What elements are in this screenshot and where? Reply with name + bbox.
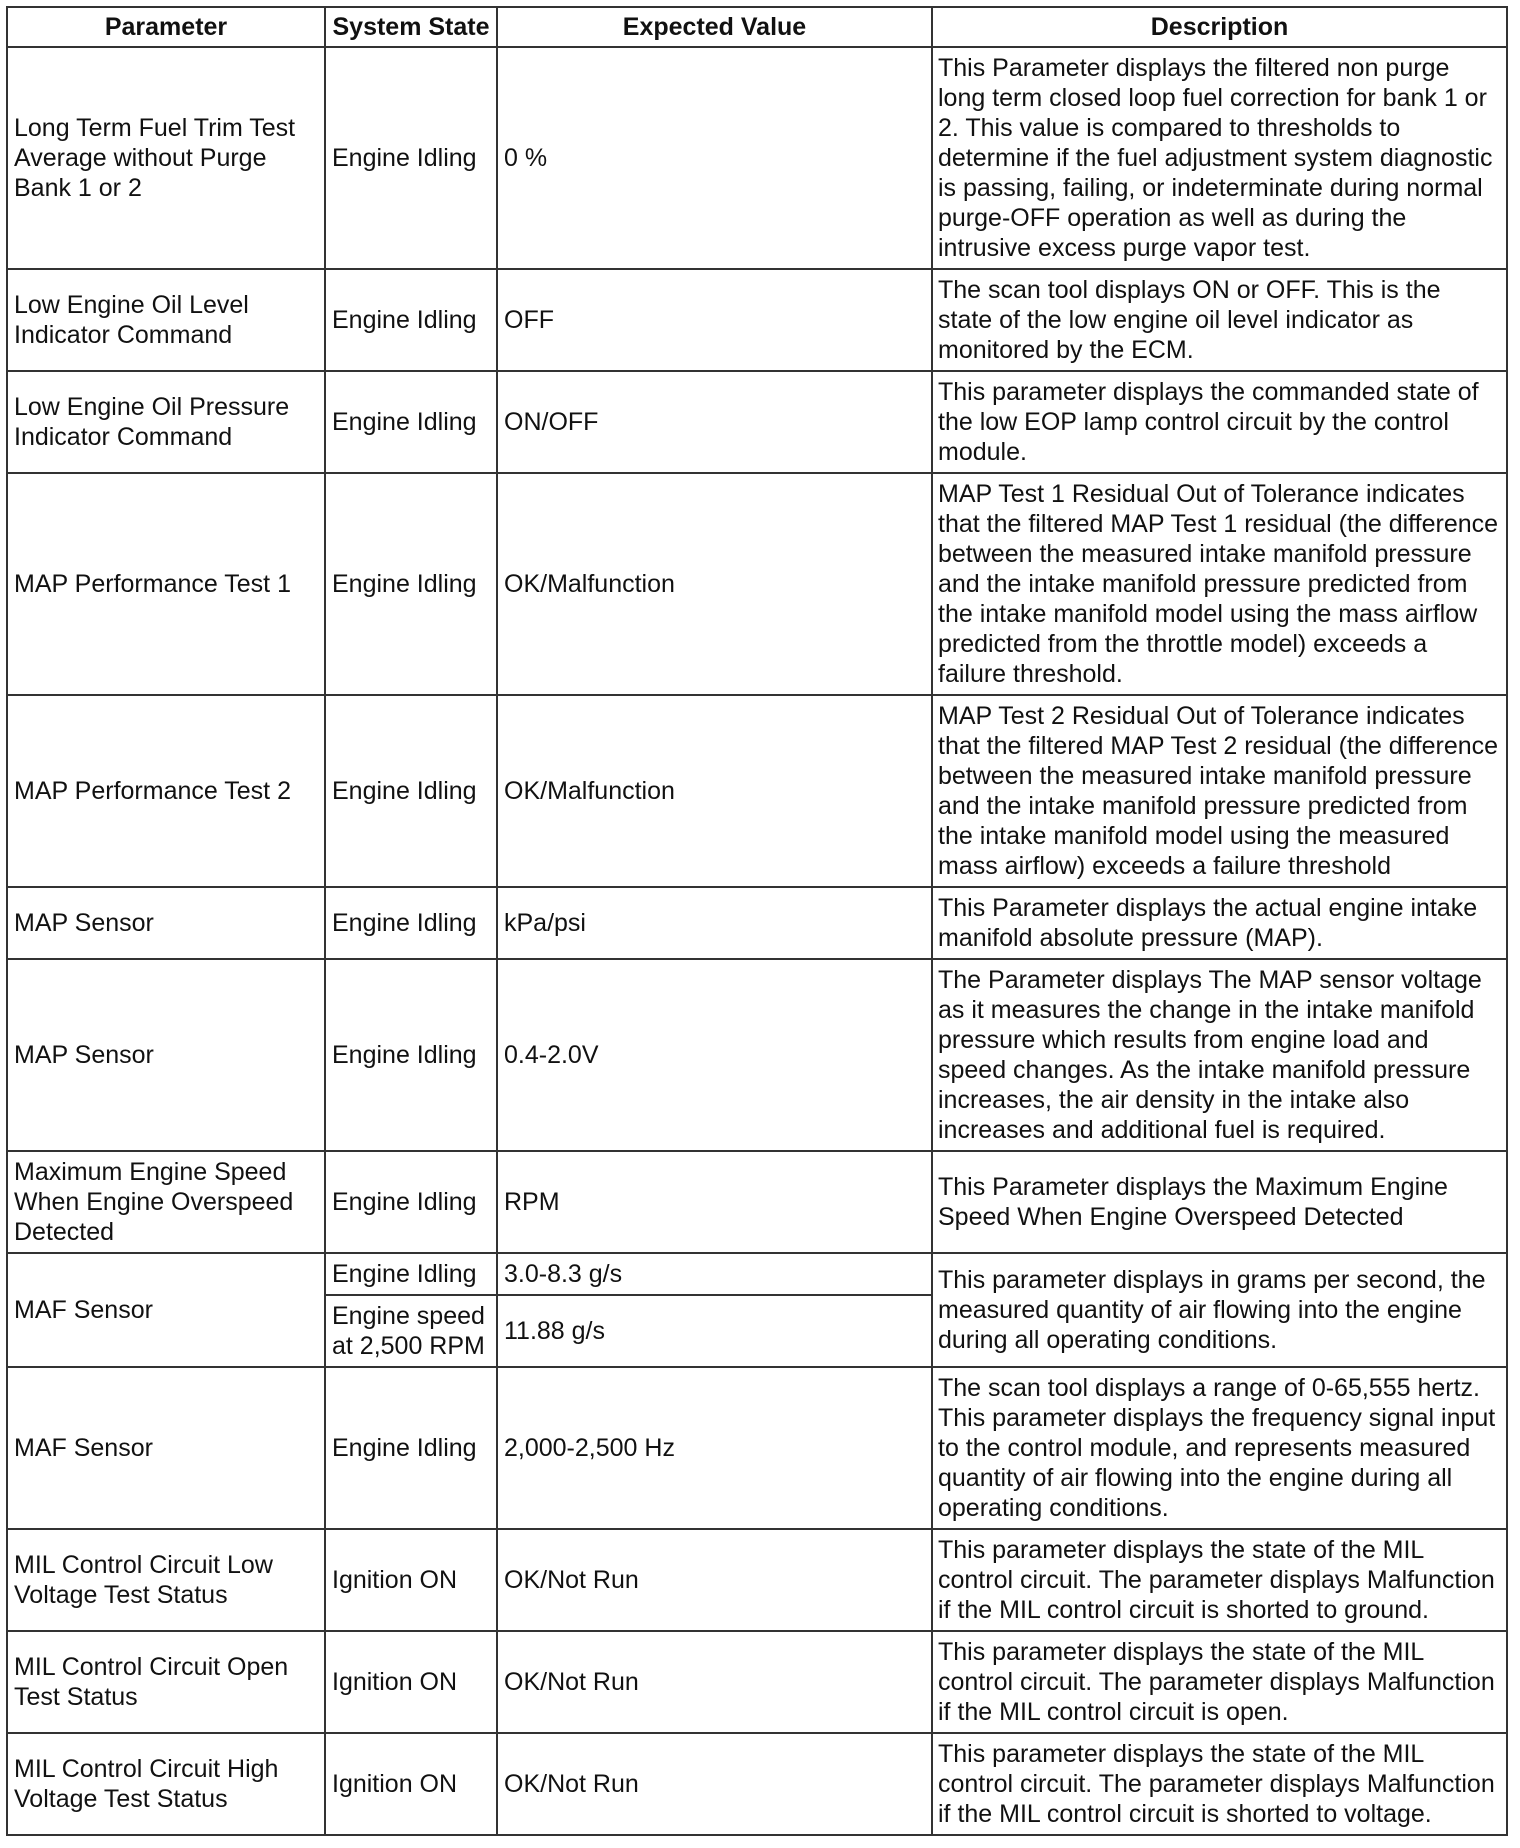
cell-parameter: MAP Sensor	[7, 887, 325, 959]
cell-parameter: Low Engine Oil Pressure Indicator Command	[7, 371, 325, 473]
cell-expected-value: ON/OFF	[497, 371, 932, 473]
cell-system-state: Engine Idling	[325, 473, 497, 695]
header-row	[7, 7, 1507, 47]
cell-parameter: MAP Performance Test 2	[7, 695, 325, 887]
cell-description: This Parameter displays the actual engine intake manifold absolute pressure (MAP).	[932, 887, 1507, 959]
cell-expected-value: 2,000-2,500 Hz	[497, 1367, 932, 1529]
cell-description: The Parameter displays The MAP sensor voltage as it measures the change in the intake manifold pressure which results from engine load and speed changes. As the intake manifold pressure increases, the air density in the intake also increases and additional fuel is required.	[932, 959, 1507, 1151]
cell-parameter: Maximum Engine Speed When Engine Overspeed Detected	[7, 1151, 325, 1253]
cell-system-state: Ignition ON	[325, 1529, 497, 1631]
table-row	[7, 473, 1507, 695]
cell-system-state: Engine Idling	[325, 959, 497, 1151]
cell-system-state: Ignition ON	[325, 1631, 497, 1733]
cell-system-state: Engine Idling	[325, 47, 497, 269]
cell-expected-value: kPa/psi	[497, 887, 932, 959]
cell-description: MAP Test 2 Residual Out of Tolerance indicates that the filtered MAP Test 2 residual (the difference between the measured intake manifold pressure and the intake manifold pressure predicted from the intake manifold model using the measured mass airflow) exceeds a failure threshold	[932, 695, 1507, 887]
table-row	[7, 371, 1507, 473]
cell-parameter: MAP Sensor	[7, 959, 325, 1151]
cell-description: The scan tool displays ON or OFF. This is the state of the low engine oil level indicator as monitored by the ECM.	[932, 269, 1507, 371]
cell-expected-value: OK/Malfunction	[497, 695, 932, 887]
table-row	[7, 695, 1507, 887]
table-row	[7, 1151, 1507, 1253]
cell-parameter: MIL Control Circuit Low Voltage Test Status	[7, 1529, 325, 1631]
cell-description: MAP Test 1 Residual Out of Tolerance indicates that the filtered MAP Test 1 residual (the difference between the measured intake manifold pressure and the intake manifold pressure predicted from the intake manifold model using the mass airflow predicted from the throttle model) exceeds a failure threshold.	[932, 473, 1507, 695]
cell-expected-value: 0.4-2.0V	[497, 959, 932, 1151]
table-row	[7, 1367, 1507, 1529]
table-row	[7, 269, 1507, 371]
table-row	[7, 1733, 1507, 1835]
header-expected-value: Expected Value	[497, 7, 932, 47]
cell-system-state: Engine Idling	[325, 1367, 497, 1529]
table-row	[7, 1529, 1507, 1631]
header-description: Description	[932, 7, 1507, 47]
cell-description: This parameter displays the state of the MIL control circuit. The parameter displays Malfunction if the MIL control circuit is open.	[932, 1631, 1507, 1733]
cell-parameter: MIL Control Circuit Open Test Status	[7, 1631, 325, 1733]
table-row	[7, 47, 1507, 269]
cell-system-state: Engine Idling	[325, 887, 497, 959]
cell-description: The scan tool displays a range of 0-65,555 hertz. This parameter displays the frequency signal input to the control module, and represents measured quantity of air flowing into the engine during all operating conditions.	[932, 1367, 1507, 1529]
cell-description: This parameter displays the commanded state of the low EOP lamp control circuit by the control module.	[932, 371, 1507, 473]
cell-description: This parameter displays the state of the MIL control circuit. The parameter displays Malfunction if the MIL control circuit is shorted to ground.	[932, 1529, 1507, 1631]
cell-expected-value: 3.0-8.3 g/s	[497, 1253, 932, 1295]
cell-expected-value: OFF	[497, 269, 932, 371]
cell-expected-value: OK/Malfunction	[497, 473, 932, 695]
cell-description: This Parameter displays the Maximum Engine Speed When Engine Overspeed Detected	[932, 1151, 1507, 1253]
table-row	[7, 1631, 1507, 1733]
cell-description: This Parameter displays the filtered non purge long term closed loop fuel correction for bank 1 or 2. This value is compared to thresholds to determine if the fuel adjustment system diagnostic is passing, failing, or indeterminate during normal purge-OFF operation as well as during the intrusive excess purge vapor test.	[932, 47, 1507, 269]
cell-expected-value: OK/Not Run	[497, 1733, 932, 1835]
cell-system-state: Ignition ON	[325, 1733, 497, 1835]
cell-expected-value: OK/Not Run	[497, 1631, 932, 1733]
cell-parameter: Long Term Fuel Trim Test Average without Purge Bank 1 or 2	[7, 47, 325, 269]
header-system-state: System State	[325, 7, 497, 47]
cell-parameter: Low Engine Oil Level Indicator Command	[7, 269, 325, 371]
cell-system-state: Engine Idling	[325, 1253, 497, 1295]
cell-system-state: Engine Idling	[325, 269, 497, 371]
cell-parameter: MAF Sensor	[7, 1253, 325, 1367]
cell-parameter: MAF Sensor	[7, 1367, 325, 1529]
cell-parameter: MAP Performance Test 1	[7, 473, 325, 695]
cell-system-state: Engine speed at 2,500 RPM	[325, 1295, 497, 1367]
cell-expected-value: 0 %	[497, 47, 932, 269]
cell-system-state: Engine Idling	[325, 695, 497, 887]
cell-system-state: Engine Idling	[325, 371, 497, 473]
table-row	[7, 887, 1507, 959]
header-parameter: Parameter	[7, 7, 325, 47]
cell-description: This parameter displays the state of the MIL control circuit. The parameter displays Malfunction if the MIL control circuit is shorted to voltage.	[932, 1733, 1507, 1835]
cell-system-state: Engine Idling	[325, 1151, 497, 1253]
cell-description: This parameter displays in grams per second, the measured quantity of air flowing into the engine during all operating conditions.	[932, 1253, 1507, 1367]
table-row-maf-idle	[7, 1253, 1507, 1295]
cell-expected-value: OK/Not Run	[497, 1529, 932, 1631]
cell-parameter: MIL Control Circuit High Voltage Test Status	[7, 1733, 325, 1835]
cell-expected-value: 11.88 g/s	[497, 1295, 932, 1367]
table-row	[7, 959, 1507, 1151]
cell-expected-value: RPM	[497, 1151, 932, 1253]
parameter-table	[6, 6, 1508, 1836]
